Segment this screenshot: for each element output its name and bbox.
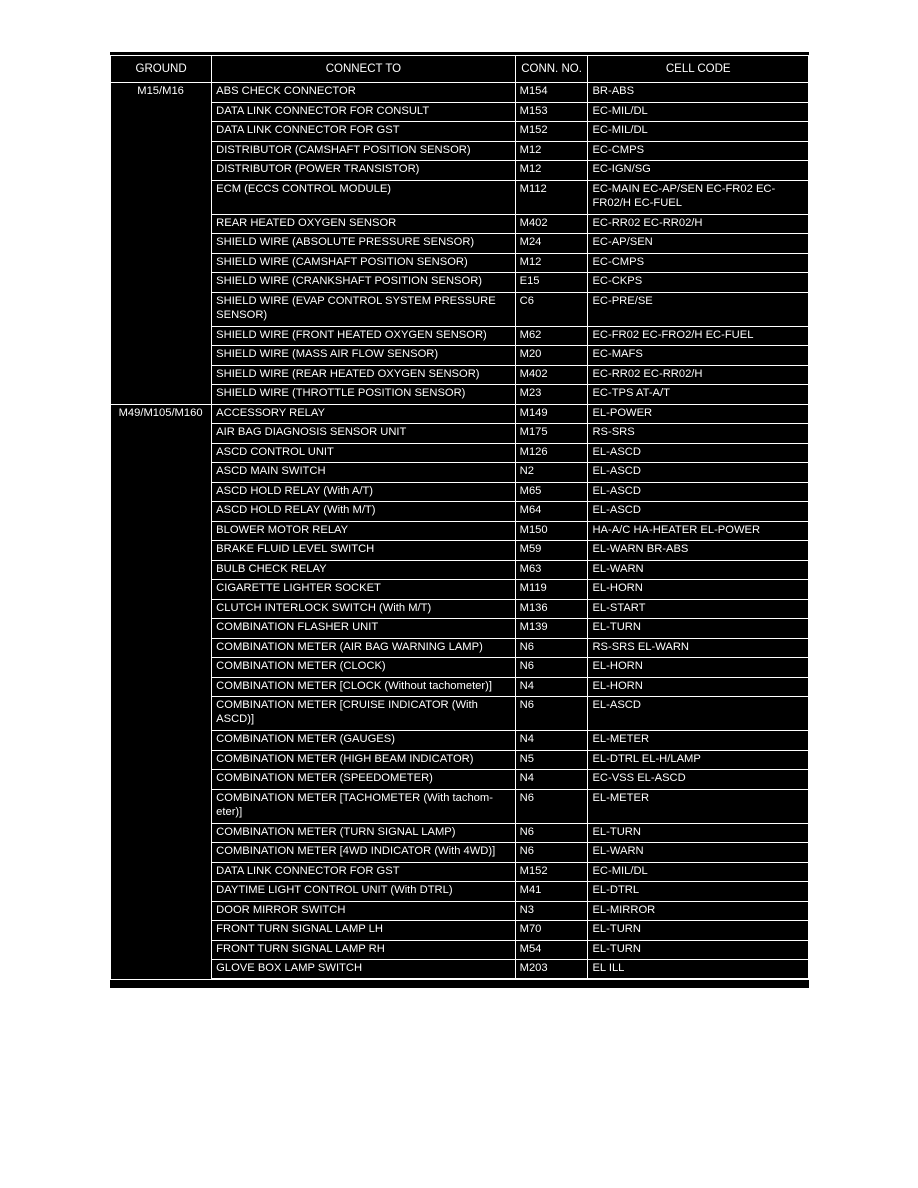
- connect-to-cell: SHIELD WIRE (CAMSHAFT POSITION SENSOR): [212, 253, 515, 273]
- cell-code-cell: EC-FR02 EC-FRO2/H EC-FUEL: [588, 326, 809, 346]
- conn-no-cell: N4: [515, 731, 588, 751]
- table-row: [111, 750, 809, 770]
- table-row: [111, 234, 809, 254]
- cell-code-cell: EC-MAFS: [588, 346, 809, 366]
- connect-to-cell: DATA LINK CONNECTOR FOR GST: [212, 122, 515, 142]
- table-row: [111, 214, 809, 234]
- cell-code-cell: EL-TURN: [588, 940, 809, 960]
- connect-to-cell: DISTRIBUTOR (CAMSHAFT POSITION SENSOR): [212, 141, 515, 161]
- cell-code-cell: EL-POWER: [588, 404, 809, 424]
- conn-no-cell: M119: [515, 580, 588, 600]
- conn-no-cell: M63: [515, 560, 588, 580]
- connect-to-cell: BRAKE FLUID LEVEL SWITCH: [212, 541, 515, 561]
- conn-no-cell: M152: [515, 122, 588, 142]
- cell-code-cell: EC-AP/SEN: [588, 234, 809, 254]
- conn-no-cell: M402: [515, 365, 588, 385]
- connect-to-cell: SHIELD WIRE (ABSOLUTE PRESSURE SENSOR): [212, 234, 515, 254]
- header-ground: GROUND: [111, 56, 212, 83]
- connect-to-cell: COMBINATION METER (CLOCK): [212, 658, 515, 678]
- cell-code-cell: EL-WARN BR-ABS: [588, 541, 809, 561]
- conn-no-cell: M12: [515, 253, 588, 273]
- cell-code-cell: EC-PRE/SE: [588, 292, 809, 326]
- conn-no-cell: M41: [515, 882, 588, 902]
- cell-code-cell: EL-HORN: [588, 658, 809, 678]
- table-row: [111, 424, 809, 444]
- table-row: [111, 463, 809, 483]
- cell-code-cell: EC-CMPS: [588, 141, 809, 161]
- table-row: [111, 599, 809, 619]
- cell-code-cell: EL-DTRL: [588, 882, 809, 902]
- cell-code-cell: EL-ASCD: [588, 697, 809, 731]
- cell-code-cell: EC-CMPS: [588, 253, 809, 273]
- cell-code-cell: EC-MIL/DL: [588, 102, 809, 122]
- ground-distribution-table: [110, 52, 809, 988]
- table-row: [111, 882, 809, 902]
- conn-no-cell: M64: [515, 502, 588, 522]
- header-cell-code: CELL CODE: [588, 56, 809, 83]
- cell-code-cell: EL-START: [588, 599, 809, 619]
- table-row: [111, 541, 809, 561]
- conn-no-cell: M20: [515, 346, 588, 366]
- cell-code-cell: EL-TURN: [588, 921, 809, 941]
- cell-code-cell: RS-SRS EL-WARN: [588, 638, 809, 658]
- conn-no-cell: N2: [515, 463, 588, 483]
- conn-no-cell: M24: [515, 234, 588, 254]
- table-row: [111, 365, 809, 385]
- cell-code-cell: BR-ABS: [588, 83, 809, 103]
- table-row: [111, 292, 809, 326]
- conn-no-cell: M139: [515, 619, 588, 639]
- connect-to-cell: COMBINATION METER (SPEEDOMETER): [212, 770, 515, 790]
- conn-no-cell: M154: [515, 83, 588, 103]
- conn-no-cell: M153: [515, 102, 588, 122]
- cell-code-cell: EL-HORN: [588, 580, 809, 600]
- connect-to-cell: DATA LINK CONNECTOR FOR GST: [212, 862, 515, 882]
- conn-no-cell: M126: [515, 443, 588, 463]
- cell-code-cell: EL-ASCD: [588, 502, 809, 522]
- cell-code-cell: HA-A/C HA-HEATER EL-POWER: [588, 521, 809, 541]
- conn-no-cell: M149: [515, 404, 588, 424]
- table-row: [111, 273, 809, 293]
- conn-no-cell: M152: [515, 862, 588, 882]
- table-row: [111, 823, 809, 843]
- table-row: [111, 901, 809, 921]
- conn-no-cell: M12: [515, 161, 588, 181]
- conn-no-cell: N4: [515, 677, 588, 697]
- connect-to-cell: SHIELD WIRE (THROTTLE POSITION SENSOR): [212, 385, 515, 405]
- table-row: [111, 619, 809, 639]
- table-body: [111, 83, 809, 980]
- cell-code-cell: EL-DTRL EL-H/LAMP: [588, 750, 809, 770]
- cell-code-cell: RS-SRS: [588, 424, 809, 444]
- connect-to-cell: ABS CHECK CONNECTOR: [212, 83, 515, 103]
- cell-code-cell: EC-TPS AT-A/T: [588, 385, 809, 405]
- conn-no-cell: M23: [515, 385, 588, 405]
- connect-to-cell: COMBINATION FLASHER UNIT: [212, 619, 515, 639]
- header-connect-to: CONNECT TO: [212, 56, 515, 83]
- table-row: [111, 770, 809, 790]
- cell-code-cell: EC-RR02 EC-RR02/H: [588, 365, 809, 385]
- cell-code-cell: EL-METER: [588, 789, 809, 823]
- cell-code-cell: EL-TURN: [588, 823, 809, 843]
- table-row: [111, 940, 809, 960]
- table-row: [111, 789, 809, 823]
- table-row: [111, 482, 809, 502]
- cell-code-cell: EL-METER: [588, 731, 809, 751]
- connect-to-cell: COMBINATION METER (TURN SIGNAL LAMP): [212, 823, 515, 843]
- cell-code-cell: EL-WARN: [588, 560, 809, 580]
- connect-to-cell: SHIELD WIRE (CRANKSHAFT POSITION SENSOR): [212, 273, 515, 293]
- connect-to-cell: DOOR MIRROR SWITCH: [212, 901, 515, 921]
- table-row: [111, 346, 809, 366]
- connect-to-cell: AIR BAG DIAGNOSIS SENSOR UNIT: [212, 424, 515, 444]
- table-row: [111, 122, 809, 142]
- conn-no-cell: M402: [515, 214, 588, 234]
- conn-no-cell: M54: [515, 940, 588, 960]
- table-row: [111, 443, 809, 463]
- cell-code-cell: EC-IGN/SG: [588, 161, 809, 181]
- connect-to-cell: COMBINATION METER [TACHOMETER (With tachom-eter)]: [212, 789, 515, 823]
- table-row: [111, 521, 809, 541]
- connect-to-cell: DISTRIBUTOR (POWER TRANSISTOR): [212, 161, 515, 181]
- table-row: [111, 326, 809, 346]
- cell-code-cell: EL-ASCD: [588, 463, 809, 483]
- conn-no-cell: N5: [515, 750, 588, 770]
- table-row: [111, 580, 809, 600]
- connect-to-cell: ASCD HOLD RELAY (With A/T): [212, 482, 515, 502]
- cell-code-cell: EL-WARN: [588, 843, 809, 863]
- connect-to-cell: FRONT TURN SIGNAL LAMP RH: [212, 940, 515, 960]
- table-row: [111, 862, 809, 882]
- ground-label: M15/M16: [111, 83, 212, 405]
- table-row: [111, 102, 809, 122]
- connect-to-cell: ECM (ECCS CONTROL MODULE): [212, 180, 515, 214]
- table-row: [111, 83, 809, 103]
- table-row: [111, 253, 809, 273]
- conn-no-cell: N6: [515, 789, 588, 823]
- cell-code-cell: EC-CKPS: [588, 273, 809, 293]
- conn-no-cell: N6: [515, 638, 588, 658]
- connect-to-cell: ASCD CONTROL UNIT: [212, 443, 515, 463]
- table-row: [111, 161, 809, 181]
- conn-no-cell: M12: [515, 141, 588, 161]
- ground-label: M49/M105/M160: [111, 404, 212, 979]
- connect-to-cell: CLUTCH INTERLOCK SWITCH (With M/T): [212, 599, 515, 619]
- conn-no-cell: M62: [515, 326, 588, 346]
- connect-to-cell: COMBINATION METER (GAUGES): [212, 731, 515, 751]
- connect-to-cell: COMBINATION METER [CLOCK (Without tachometer)]: [212, 677, 515, 697]
- table-row: [111, 180, 809, 214]
- table-row: [111, 677, 809, 697]
- conn-no-cell: M150: [515, 521, 588, 541]
- cell-code-cell: EC-RR02 EC-RR02/H: [588, 214, 809, 234]
- table-row: [111, 843, 809, 863]
- conn-no-cell: M203: [515, 960, 588, 980]
- conn-no-cell: E15: [515, 273, 588, 293]
- cell-code-cell: EL-ASCD: [588, 443, 809, 463]
- conn-no-cell: M65: [515, 482, 588, 502]
- conn-no-cell: M112: [515, 180, 588, 214]
- conn-no-cell: N6: [515, 823, 588, 843]
- conn-no-cell: N3: [515, 901, 588, 921]
- cell-code-cell: EL-TURN: [588, 619, 809, 639]
- cell-code-cell: EL-MIRROR: [588, 901, 809, 921]
- table-row: [111, 502, 809, 522]
- table-row: [111, 560, 809, 580]
- connect-to-cell: COMBINATION METER (HIGH BEAM INDICATOR): [212, 750, 515, 770]
- connect-to-cell: COMBINATION METER [4WD INDICATOR (With 4WD)]: [212, 843, 515, 863]
- connect-to-cell: SHIELD WIRE (FRONT HEATED OXYGEN SENSOR): [212, 326, 515, 346]
- connect-to-cell: FRONT TURN SIGNAL LAMP LH: [212, 921, 515, 941]
- connect-to-cell: REAR HEATED OXYGEN SENSOR: [212, 214, 515, 234]
- cell-code-cell: EL-ASCD: [588, 482, 809, 502]
- table-header-row: [111, 56, 809, 83]
- connect-to-cell: DAYTIME LIGHT CONTROL UNIT (With DTRL): [212, 882, 515, 902]
- table-row: [111, 697, 809, 731]
- cell-code-cell: EC-MAIN EC-AP/SEN EC-FR02 EC-FR02/H EC-FUEL: [588, 180, 809, 214]
- conn-no-cell: M70: [515, 921, 588, 941]
- cell-code-cell: EL-HORN: [588, 677, 809, 697]
- table-row: [111, 385, 809, 405]
- connect-to-cell: SHIELD WIRE (EVAP CONTROL SYSTEM PRESSURE SENSOR): [212, 292, 515, 326]
- connect-to-cell: CIGARETTE LIGHTER SOCKET: [212, 580, 515, 600]
- header-conn-no: CONN. NO.: [515, 56, 588, 83]
- conn-no-cell: M136: [515, 599, 588, 619]
- table-row: [111, 658, 809, 678]
- connect-to-cell: ASCD HOLD RELAY (With M/T): [212, 502, 515, 522]
- connect-to-cell: ASCD MAIN SWITCH: [212, 463, 515, 483]
- conn-no-cell: N6: [515, 697, 588, 731]
- conn-no-cell: C6: [515, 292, 588, 326]
- connect-to-cell: ACCESSORY RELAY: [212, 404, 515, 424]
- connect-to-cell: SHIELD WIRE (MASS AIR FLOW SENSOR): [212, 346, 515, 366]
- connect-to-cell: GLOVE BOX LAMP SWITCH: [212, 960, 515, 980]
- conn-no-cell: N6: [515, 658, 588, 678]
- ground-table: [110, 55, 809, 980]
- table-row: [111, 638, 809, 658]
- conn-no-cell: N4: [515, 770, 588, 790]
- table-row: [111, 921, 809, 941]
- connect-to-cell: DATA LINK CONNECTOR FOR CONSULT: [212, 102, 515, 122]
- conn-no-cell: N6: [515, 843, 588, 863]
- connect-to-cell: BLOWER MOTOR RELAY: [212, 521, 515, 541]
- connect-to-cell: COMBINATION METER [CRUISE INDICATOR (With ASCD)]: [212, 697, 515, 731]
- table-row: [111, 731, 809, 751]
- connect-to-cell: BULB CHECK RELAY: [212, 560, 515, 580]
- conn-no-cell: M59: [515, 541, 588, 561]
- table-row: [111, 404, 809, 424]
- cell-code-cell: EC-MIL/DL: [588, 122, 809, 142]
- cell-code-cell: EC-VSS EL-ASCD: [588, 770, 809, 790]
- table-row: [111, 960, 809, 980]
- connect-to-cell: SHIELD WIRE (REAR HEATED OXYGEN SENSOR): [212, 365, 515, 385]
- conn-no-cell: M175: [515, 424, 588, 444]
- table-row: [111, 141, 809, 161]
- connect-to-cell: COMBINATION METER (AIR BAG WARNING LAMP): [212, 638, 515, 658]
- cell-code-cell: EL ILL: [588, 960, 809, 980]
- cell-code-cell: EC-MIL/DL: [588, 862, 809, 882]
